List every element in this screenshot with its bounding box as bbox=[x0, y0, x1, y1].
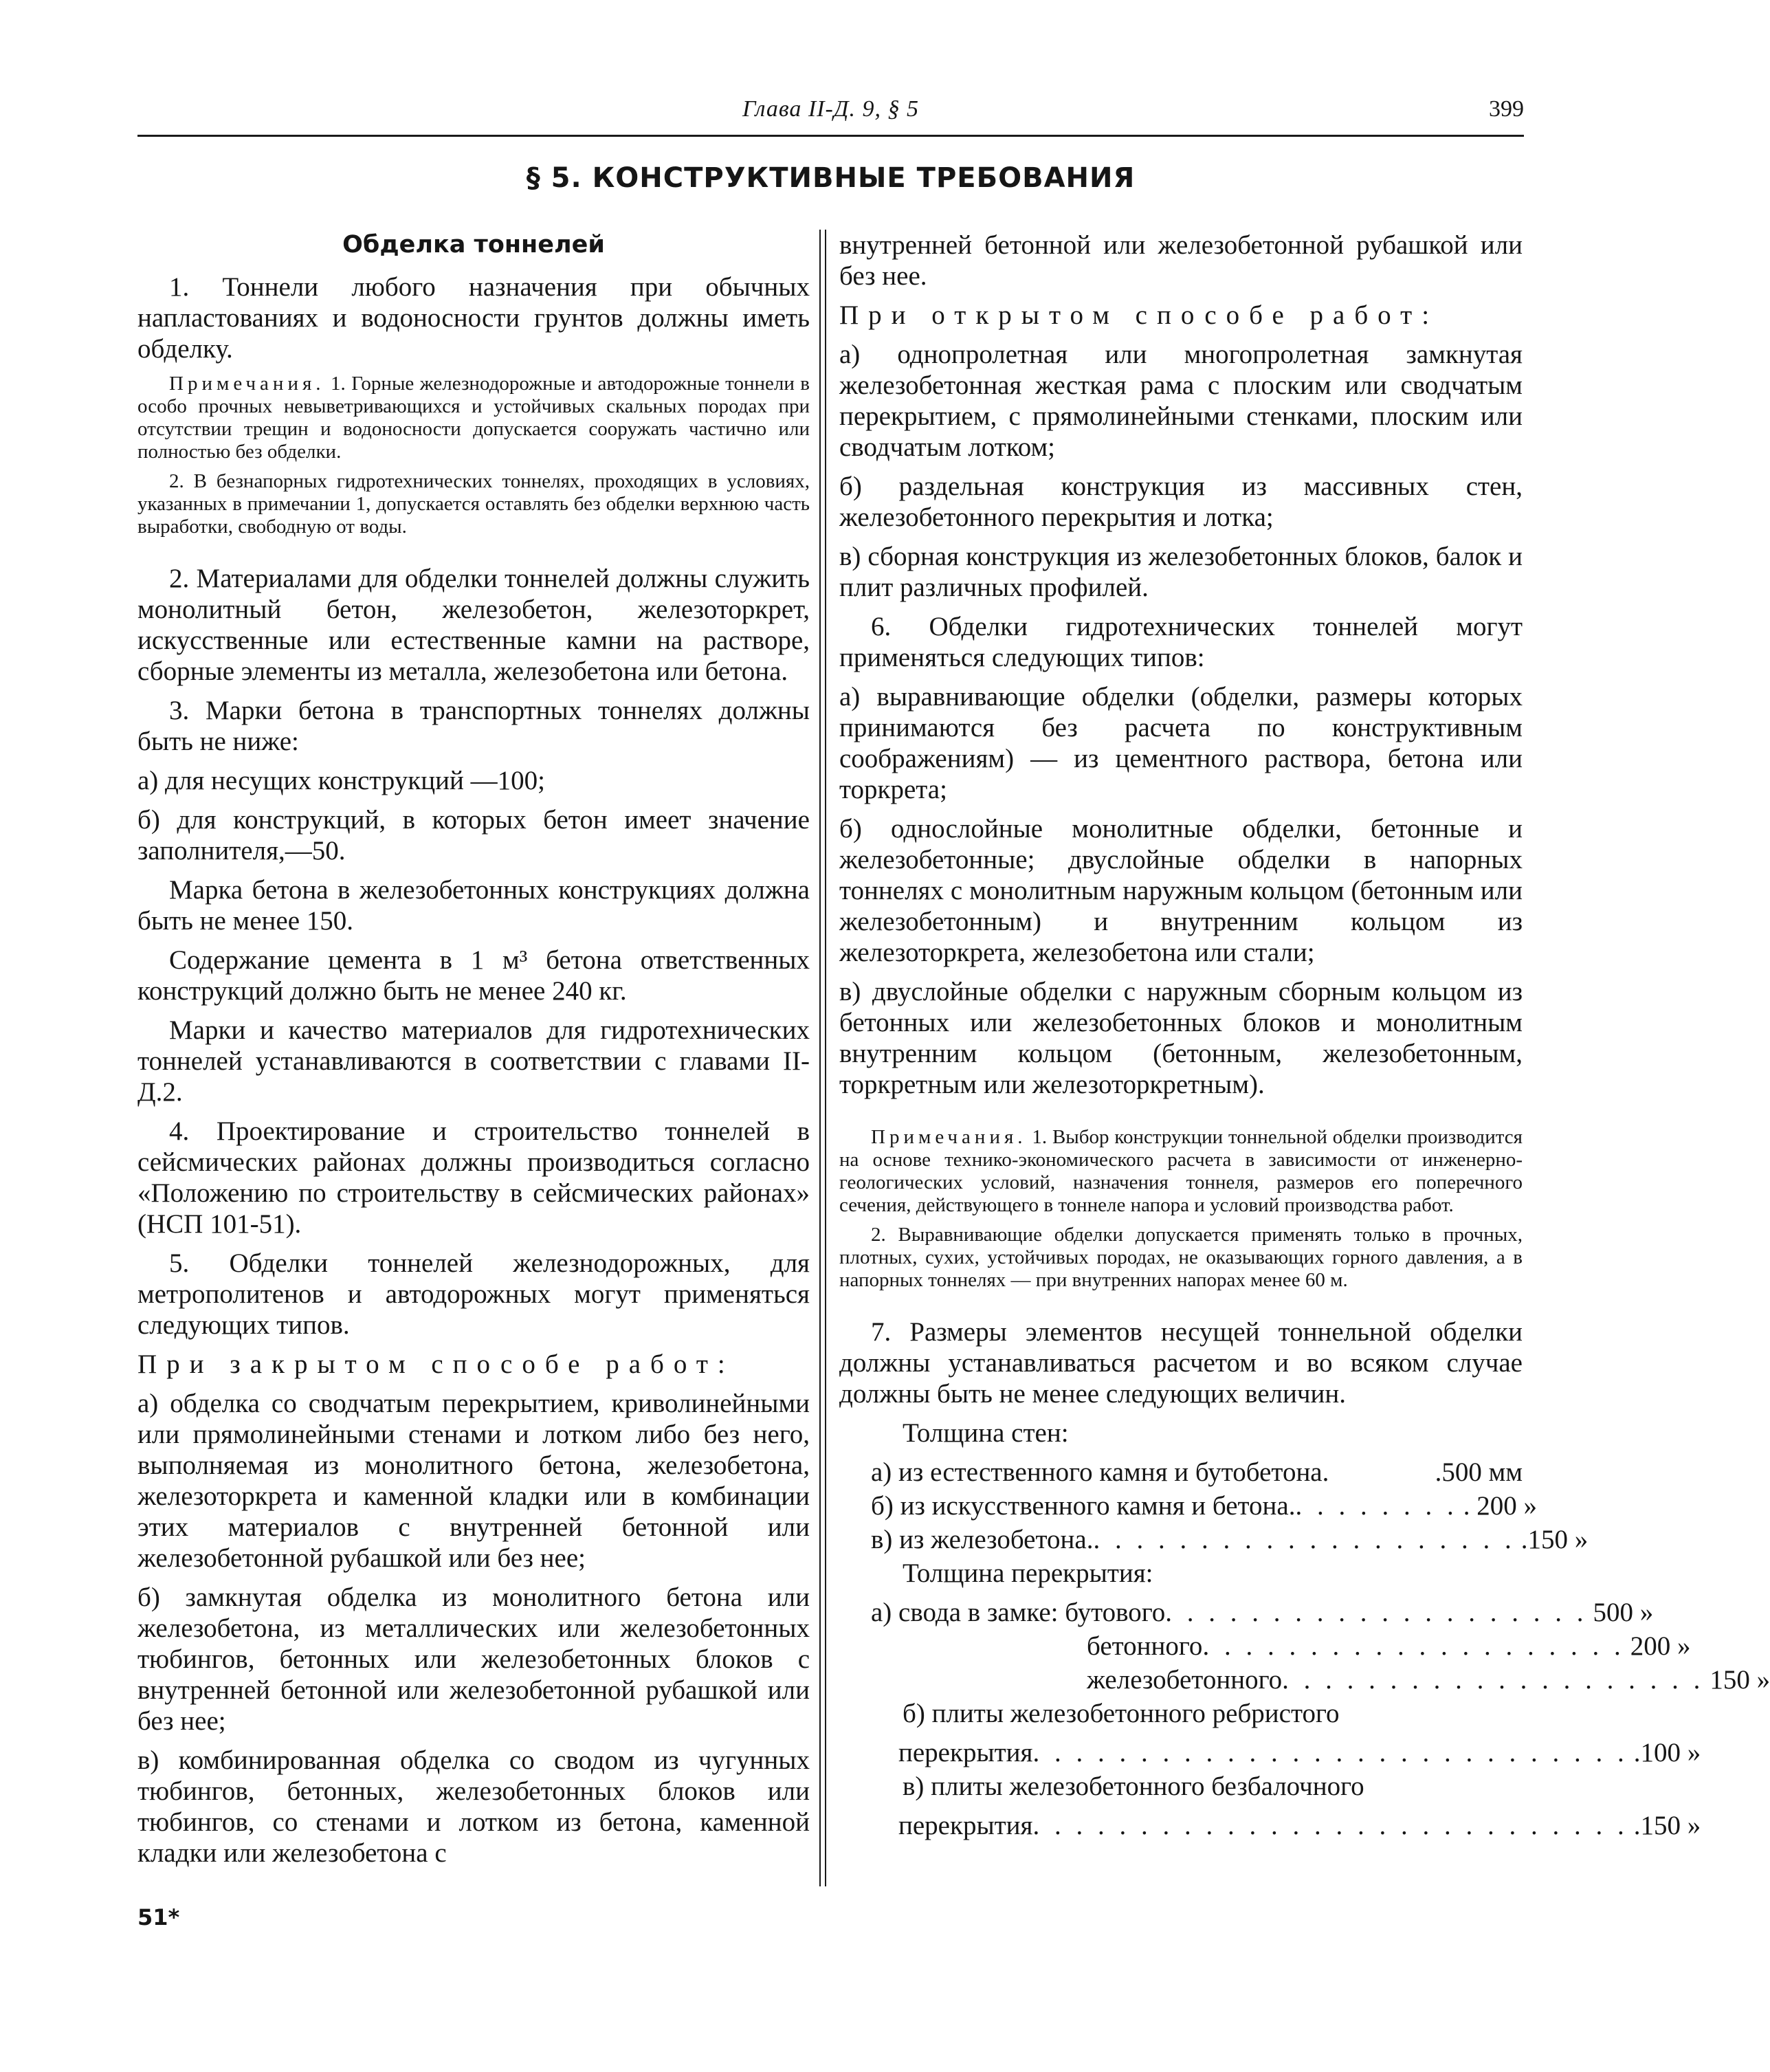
dimension-row: бетонного . . . . . . . . . . . . . . . . . . . . 200 » bbox=[1087, 1631, 1691, 1661]
clause-5-v-continued: внутренней бетонной или железобетонной рубашкой или без нее. bbox=[839, 230, 1523, 291]
clause-3: 3. Марки бетона в транспортных тоннелях должны быть не ниже: bbox=[137, 696, 810, 756]
dimension-row: а) из естественного камня и бутобетона. .500 мм bbox=[871, 1457, 1523, 1487]
clause-3-a: а) для несущих конструкций —100; bbox=[137, 766, 545, 795]
running-head: Глава II-Д. 9, § 5 bbox=[742, 96, 919, 122]
clause-6-a: а) выравнивающие обделки (обделки, размеры которых принимаются без расчета по конструктивным соображениям) — из цементного раствора, бетона или торкрета; bbox=[839, 682, 1523, 804]
clause-6: 6. Обделки гидротехнических тоннелей могут применяться следующих типов: bbox=[839, 612, 1523, 672]
ribbed-slab-label: б) плиты железобетонного ребристого bbox=[903, 1699, 1340, 1728]
clause-5-b: б) замкнутая обделка из монолитного бетона или железобетона, из металлических или железобетонных тюбингов, бетонных или железобетонных блоков с внутренней бетонной или железобетонной рубашкой или без нее; bbox=[137, 1583, 810, 1736]
clause-2: 2. Материалами для обделки тоннелей должны служить монолитный бетон, железобетон, железоторкрет, искусственные или естественные камни на растворе, сборные элементы из металла, железобетона или бетона. bbox=[137, 564, 810, 686]
page-number: 399 bbox=[1489, 96, 1524, 122]
column-divider bbox=[819, 230, 826, 1886]
clause-6-b: б) однослойные монолитные обделки, бетонные и железобетонные; двуслойные обделки в напорных тоннелях с монолитным наружным кольцом (бетонным или железобетонным) и внутренним кольцом из железоторкрета, железобетона или стали; bbox=[839, 814, 1523, 967]
left-column bbox=[137, 230, 810, 1877]
dimension-row: в) из железобетона. . . . . . . . . . . . . . . . . . . . . .150 » bbox=[871, 1525, 1589, 1554]
right-column bbox=[839, 230, 1770, 1844]
open-method-heading: При открытом способе работ: bbox=[839, 300, 1439, 330]
note-label: Примечания. bbox=[871, 1126, 1027, 1148]
clause-5-v: в) комбинированная обделка со сводом из чугунных тюбингов, бетонных, железобетонных блоков или тюбингов, со стенами и лотком из бетона, каменной кладки или железобетона с bbox=[137, 1745, 810, 1868]
signature-mark: 51* bbox=[137, 1904, 180, 1930]
subheading-tunnel-lining: Обделка тоннелей bbox=[342, 231, 605, 258]
clause-1: 1. Тоннели любого назначения при обычных напластованиях и водоносности грунтов должны иметь обделку. bbox=[137, 272, 810, 364]
note-right-1-text: 1. Выбор конструкции тоннельной обделки производится на основе технико-экономического расчета в зависимости от инженерно-геологических условий, назначения тоннеля, размеров его поперечного сечения, действующего в тоннеле напора и условий производства работ. bbox=[839, 1126, 1523, 1216]
note-1-text: 1. Горные железнодорожные и автодорожные тоннели в особо прочных невыветривающихся и устойчивых скальных породах при отсутствии трещин и водоносности допускается сооружать частично или полностью без обделки. bbox=[137, 373, 810, 463]
clause-3-grade: Марка бетона в железобетонных конструкциях должна быть не менее 150. bbox=[137, 875, 810, 936]
page-header bbox=[137, 96, 1524, 137]
dimension-row: перекрытия . . . . . . . . . . . . . . . . . . . . . . . . . . . . .100 » bbox=[898, 1738, 1701, 1767]
closed-method-heading: При закрытом способе работ: bbox=[137, 1349, 735, 1379]
clause-6-v: в) двуслойные обделки с наружным сборным кольцом из бетонных или железобетонных блоков и монолитным внутренним кольцом (бетонным, железобетонным, торкретным или железоторкретным). bbox=[839, 977, 1523, 1099]
open-a: а) однопролетная или многопролетная замкнутая железобетонная жесткая рама с плоским или сводчатым перекрытием, с прямолинейными стенками, плоским или сводчатым лотком; bbox=[839, 340, 1523, 462]
open-b: б) раздельная конструкция из массивных стен, железобетонного перекрытия и лотка; bbox=[839, 472, 1523, 532]
dimension-row: перекрытия . . . . . . . . . . . . . . . . . . . . . . . . . . . . .150 » bbox=[898, 1811, 1701, 1840]
note-1 bbox=[137, 373, 810, 463]
note-right-2: 2. Выравнивающие обделки допускается применять только в прочных, плотных, сухих, устойчивых породах, не оказывающих горного давления, а в напорных тоннелях — при внутренних напорах менее 60 м. bbox=[839, 1224, 1523, 1291]
dimension-row: а) свода в замке: бутового . . . . . . . . . . . . . . . . . . . . 500 » bbox=[871, 1598, 1654, 1627]
roof-thickness-heading: Толщина перекрытия: bbox=[903, 1558, 1153, 1588]
clause-7: 7. Размеры элементов несущей тоннельной обделки должны устанавливаться расчетом и во всяком случае должны быть не менее следующих величин. bbox=[839, 1317, 1523, 1409]
wall-thickness-heading: Толщина стен: bbox=[903, 1418, 1069, 1448]
dimension-row: железобетонного . . . . . . . . . . . . . . . . . . . . 150 » bbox=[1087, 1665, 1770, 1695]
clause-3-hydro: Марки и качество материалов для гидротехнических тоннелей устанавливаются в соответствии с главами II-Д.2. bbox=[137, 1015, 810, 1107]
clause-4: 4. Проектирование и строительство тоннелей в сейсмических районах должны производиться согласно «Положению по строительству в сейсмических районах» (НСП 101-51). bbox=[137, 1116, 810, 1239]
beamless-slab-label: в) плиты железобетонного безбалочного bbox=[903, 1772, 1364, 1801]
note-right-1 bbox=[839, 1126, 1523, 1217]
clause-5: 5. Обделки тоннелей железнодорожных, для метрополитенов и автодорожных могут применяться следующих типов. bbox=[137, 1248, 810, 1340]
note-2: 2. В безнапорных гидротехнических тоннелях, проходящих в условиях, указанных в примечании 1, допускается оставлять без обделки верхнюю часть выработки, свободную от воды. bbox=[137, 470, 810, 538]
dimension-row: б) из искусственного камня и бетона. . . . . . . . . . 200 » bbox=[871, 1491, 1537, 1521]
note-label: Примечания. bbox=[169, 373, 325, 395]
clause-3-cement: Содержание цемента в 1 м³ бетона ответственных конструкций должно быть не менее 240 кг. bbox=[137, 945, 810, 1006]
clause-3-b: б) для конструкций, в которых бетон имеет значение заполнителя,—50. bbox=[137, 805, 810, 866]
open-v: в) сборная конструкция из железобетонных блоков, балок и плит различных профилей. bbox=[839, 542, 1523, 602]
clause-5-a: а) обделка со сводчатым перекрытием, криволинейными или прямолинейными стенами и лотком либо без него, выполняемая из монолитного бетона, железобетона, железоторкрета и каменной кладки или в комбинации этих материалов с внутренней бетонной или железобетонной рубашкой или без нее; bbox=[137, 1389, 810, 1573]
section-title: § 5. КОНСТРУКТИВНЫЕ ТРЕБОВАНИЯ bbox=[526, 162, 1136, 194]
